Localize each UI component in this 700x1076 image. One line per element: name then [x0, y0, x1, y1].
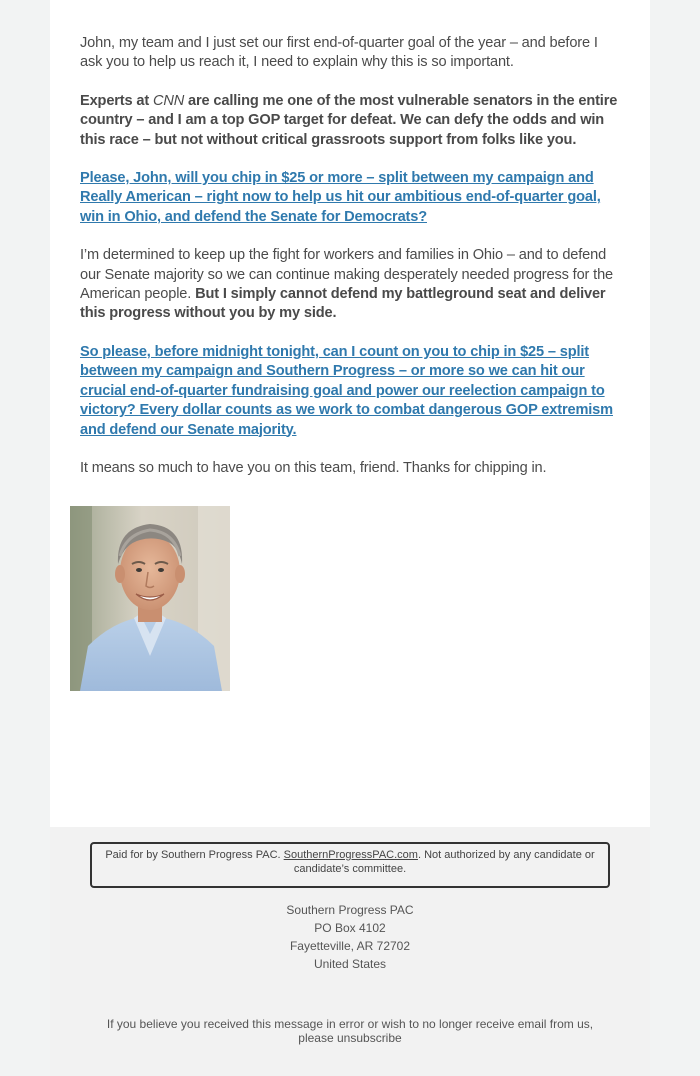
email-card	[50, 0, 650, 827]
intro-text: John, my team and I just set our first end-of-quarter goal of the year – and before I ask you to help us reach it, I need to explain why this is so important.	[80, 35, 598, 71]
determined-text: I’m determined to keep up the fight for workers and families in Ohio – and to defend our Senate majority so we can continue making desperately needed progress for the American people.	[80, 247, 613, 303]
vulnerable-text-2: are calling me one of the most vulnerable senators in the entire country – and I am a top GOP target for defeat. We can defy the odds and win this race – but not without critical grassroots support from folks like you.	[80, 92, 618, 148]
determined-bold-text: But I simply cannot defend my battleground seat and deliver this progress without you by my side.	[80, 286, 606, 322]
donate-link-1[interactable]: Please, John, will you chip in $25 or more – split between my campaign and Really American – right now to help us hit our ambitious end-of-quarter goal, win in Ohio, and defend the Senate for Democrats?	[80, 170, 601, 225]
address-name: Southern Progress PAC	[286, 903, 414, 917]
email-body	[80, 34, 620, 497]
vulnerable-text-1: Experts at	[80, 92, 153, 109]
address-line-1: PO Box 4102	[314, 921, 386, 935]
address-country: United States	[313, 957, 387, 971]
unsubscribe-notice	[50, 1017, 650, 1045]
vulnerable-paragraph	[80, 92, 620, 150]
donate-link-paragraph-1	[80, 169, 620, 227]
determined-paragraph	[80, 246, 620, 324]
closing-text: It means so much to have you on this team, friend. Thanks for chipping in.	[80, 459, 547, 476]
intro-paragraph	[80, 34, 620, 73]
disclaimer-prefix: Paid for by Southern Progress PAC.	[105, 849, 284, 861]
unsubscribe-link[interactable]: please unsubscribe	[298, 1031, 402, 1045]
email-footer	[50, 827, 650, 1076]
unsubscribe-text: If you believe you received this message in error or wish to no longer receive email from us,	[106, 1017, 594, 1031]
mailing-address	[50, 901, 650, 973]
donate-link-paragraph-2	[80, 343, 620, 440]
disclaimer-suffix: . Not authorized by any candidate or candidate’s committee.	[293, 849, 595, 875]
donate-link-2[interactable]: So please, before midnight tonight, can I count on you to chip in $25 – split between my campaign and Southern Progress – or more so we can hit our crucial end-of-quarter fundraising goal and power our reelection campaign to victory? Every dollar counts as we work to combat dangerous GOP extremism and defend our Senate majority.	[80, 343, 613, 438]
cnn-outlet: CNN	[152, 92, 185, 109]
paid-for-disclaimer	[90, 842, 610, 888]
closing-paragraph	[80, 459, 620, 478]
senator-photo	[70, 506, 230, 691]
pac-website-link[interactable]: SouthernProgressPAC.com	[283, 849, 418, 861]
address-line-2: Fayetteville, AR 72702	[289, 939, 411, 953]
